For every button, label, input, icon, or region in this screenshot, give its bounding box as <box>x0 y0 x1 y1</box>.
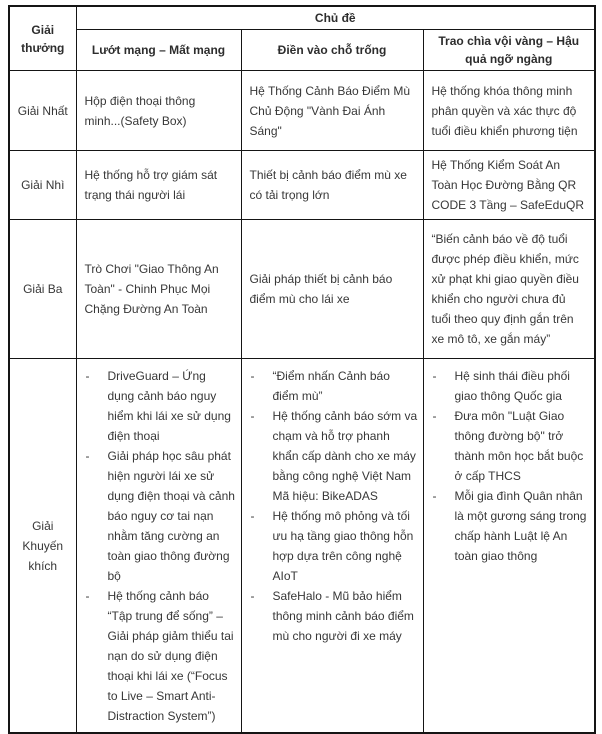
list-dash-marker: - <box>250 589 255 603</box>
topic-text-cell: Trò Chơi "Giao Thông An Toàn" - Chinh Phục Mọi Chặng Đường An Toàn <box>76 220 241 359</box>
prize-cell: Giải Nhì <box>9 151 76 220</box>
list-dash-marker: - <box>250 409 255 423</box>
topic-text-cell: Giải pháp thiết bị cảnh báo điểm mù cho lái xe <box>241 220 423 359</box>
list-dash-marker: - <box>85 589 90 603</box>
table-row <box>9 359 595 734</box>
list-dash-marker: - <box>250 509 255 523</box>
table-row <box>9 220 595 359</box>
table-row <box>9 71 595 151</box>
corner-header-prize: Giải thưởng <box>9 6 76 71</box>
list-item <box>251 406 418 506</box>
list-item <box>251 366 418 406</box>
column-header: Lướt mạng – Mất mạng <box>76 30 241 71</box>
prize-cell: Giải Nhất <box>9 71 76 151</box>
list-item <box>86 446 236 586</box>
list-item <box>433 366 590 406</box>
column-header: Trao chìa vội vàng – Hậu quả ngỡ ngàng <box>423 30 595 71</box>
list-item <box>86 586 236 726</box>
list-item-text: Mỗi gia đình Quân nhân là một gương sáng trong chấp hành Luật lệ An toàn giao thông <box>454 489 587 563</box>
table-row <box>9 151 595 220</box>
list-item <box>433 486 590 566</box>
list-dash-marker: - <box>432 369 437 383</box>
topic-text-cell: Hệ thống hỗ trợ giám sát trạng thái người lái <box>76 151 241 220</box>
list-item-text: DriveGuard – Ứng dụng cảnh báo nguy hiểm khi lái xe sử dụng điện thoại <box>107 369 231 443</box>
prize-cell: Giải Ba <box>9 220 76 359</box>
list-item <box>86 366 236 446</box>
list-dash-marker: - <box>85 369 90 383</box>
list-item-text: Hệ sinh thái điều phối giao thông Quốc gia <box>454 369 570 403</box>
list-item-text: Hệ thống cảnh báo “Tập trung để sống” – Giải pháp giảm thiểu tai nạn do sử dụng điện thoại khi lái xe (“Focus to Live – Smart Anti-Distraction System”) <box>107 589 234 723</box>
list-item <box>251 586 418 646</box>
list-dash-marker: - <box>250 369 255 383</box>
list-item-text: Giải pháp học sâu phát hiện người lái xe sử dụng điện thoại và cảnh báo nguy cơ tai nạn nhằm tăng cường an toàn giao thông đường bộ <box>107 449 235 583</box>
awards-table-container <box>8 5 596 734</box>
topic-text-cell: Hộp điện thoại thông minh...(Safety Box) <box>76 71 241 151</box>
topic-list-cell <box>76 359 241 734</box>
list-dash-marker: - <box>432 489 437 503</box>
prize-cell: Giải Khuyến khích <box>9 359 76 734</box>
column-header: Điền vào chỗ trống <box>241 30 423 71</box>
topic-list-cell <box>241 359 423 734</box>
list-dash-marker: - <box>85 449 90 463</box>
list-item-text: Hệ thống cảnh báo sớm va chạm và hỗ trợ phanh khẩn cấp dành cho xe máy bằng công nghệ Việt Nam Mã hiệu: BikeADAS <box>272 409 418 503</box>
topic-list-cell <box>423 359 595 734</box>
topic-text-cell: Thiết bị cảnh báo điểm mù xe có tải trọng lớn <box>241 151 423 220</box>
topic-text-cell: Hệ thống khóa thông minh phân quyền và xác thực độ tuổi điều khiển phương tiện <box>423 71 595 151</box>
topic-text-cell: Hệ Thống Kiểm Soát An Toàn Học Đường Bằng QR CODE 3 Tầng – SafeEduQR <box>423 151 595 220</box>
list-dash-marker: - <box>432 409 437 423</box>
awards-table <box>8 5 596 734</box>
group-header-topic: Chủ đề <box>76 6 595 30</box>
list-item <box>433 406 590 486</box>
list-item-text: SafeHalo - Mũ bảo hiểm thông minh cảnh báo điểm mù cho người đi xe máy <box>272 589 414 643</box>
list-item <box>251 506 418 586</box>
topic-text-cell: “Biến cảnh báo về độ tuổi được phép điều khiển, mức xử phạt khi giao quyền điều khiển cho người chưa đủ tuổi theo quy định gắn trên xe mô tô, xe gắn máy” <box>423 220 595 359</box>
topic-text-cell: Hệ Thống Cảnh Báo Điểm Mù Chủ Động "Vành Đai Ánh Sáng" <box>241 71 423 151</box>
list-item-text: Đưa môn "Luật Giao thông đường bộ" trở thành môn học bắt buộc ở cấp THCS <box>454 409 584 483</box>
list-item-text: Hệ thống mô phỏng và tối ưu hạ tầng giao thông hỗn hợp dựa trên công nghệ AIoT <box>272 509 414 583</box>
group-header-row <box>9 6 595 30</box>
list-item-text: “Điểm nhấn Cảnh báo điểm mù” <box>272 369 390 403</box>
column-header-row <box>9 30 595 71</box>
